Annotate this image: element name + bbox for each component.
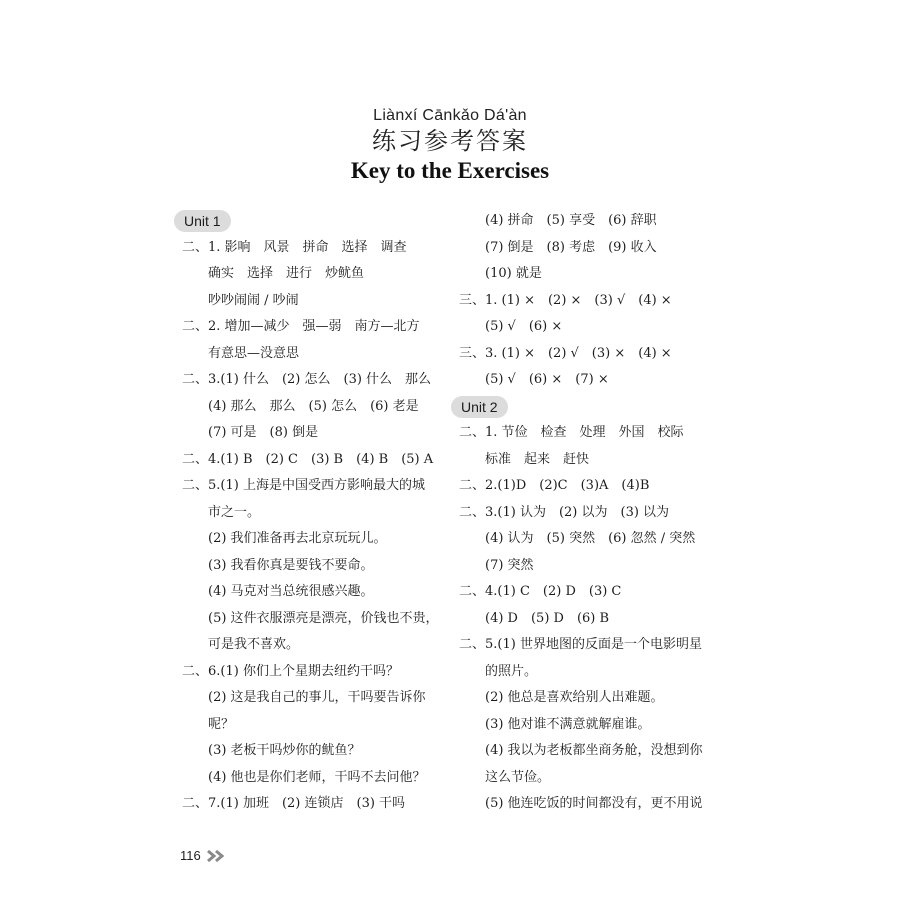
answer-item: 二、7.(1) 加班 (2) 连锁店 (3) 干吗 [182,796,406,811]
answer-continuation: (2) 我们准备再去北京玩玩儿。 [208,531,387,546]
answer-item: 二、5.(1) 世界地图的反面是一个电影明星 [459,637,702,652]
answer-continuation: (5) √ (6) × (7) × [485,372,609,387]
left-answer-column [172,208,442,818]
answer-continuation: (3) 我看你真是要钱不要命。 [208,557,374,573]
english-title: Key to the Exercises [350,158,550,183]
answer-item: 二、4.(1) B (2) C (3) B (4) B (5) A [182,451,434,467]
answer-continuation: (4) 拼命 (5) 享受 (6) 辞职 [485,213,657,228]
pinyin-heading: Liànxí Cānkǎo Dá'àn [373,107,527,124]
answer-item: 二、1. 节俭 检查 处理 外国 校际 [459,425,684,440]
answer-continuation: (10) 就是 [485,266,542,281]
answer-item: 二、2. 增加—减少 强—弱 南方—北方 [182,319,420,334]
answer-item: 二、3.(1) 认为 (2) 以为 (3) 以为 [459,504,670,520]
answer-continuation: (4) D (5) D (6) B [485,610,610,626]
answer-continuation: (5) 他连吃饭的时间都没有，更不用说 [485,796,703,811]
answer-continuation: (5) √ (6) × [485,319,563,334]
chinese-title: 练习参考答案 [372,127,528,155]
answer-continuation: 吵吵闹闹 / 吵闹 [208,292,299,308]
answer-item: 二、4.(1) C (2) D (3) C [459,584,622,599]
answer-continuation: 确实 选择 进行 炒鱿鱼 [208,266,365,281]
answer-continuation: (4) 认为 (5) 突然 (6) 忽然 / 突然 [485,531,696,546]
answer-continuation: 市之一。 [208,504,261,520]
answer-continuation: (7) 可是 (8) 倒是 [208,425,319,440]
answer-continuation: 这么节俭。 [485,769,551,785]
unit-row [449,394,719,421]
answer-continuation: (4) 那么 那么 (5) 怎么 (6) 老是 [208,398,419,414]
unit-label: Unit 2 [451,396,508,418]
answer-item: 二、3.(1) 什么 (2) 怎么 (3) 什么 那么 [182,372,432,387]
page-number: 116 [180,848,201,863]
answer-item: 二、2.(1)D (2)C (3)A (4)B [459,478,650,493]
answer-item: 二、6.(1) 你们上个星期去纽约干吗？ [182,663,399,679]
answer-continuation: (4) 我以为老板都坐商务舱，没想到你 [485,743,703,758]
answer-continuation: (3) 他对谁不满意就解雇谁。 [485,716,651,732]
answer-continuation: (5) 这件衣服漂亮是漂亮，价钱也不贵， [208,610,439,626]
page-footer [180,848,229,863]
answer-continuation: (4) 马克对当总统很感兴趣。 [208,584,374,599]
answer-continuation: 呢？ [208,716,235,732]
answer-continuation: 可是我不喜欢。 [208,637,300,652]
answer-continuation: (7) 突然 [485,557,534,573]
answer-continuation: 标准 起来 赶快 [485,451,590,467]
answer-item: 三、1. (1) × (2) × (3) √ (4) × [459,292,672,308]
right-answer-column [449,208,719,818]
answer-continuation: 的照片。 [485,663,538,679]
answer-continuation: 有意思—没意思 [208,345,300,361]
answer-continuation: (2) 这是我自己的事儿，干吗要告诉你 [208,690,426,705]
answer-item: 二、5.(1) 上海是中国受西方影响最大的城 [182,478,425,493]
unit-row [172,208,442,235]
unit-label: Unit 1 [174,210,231,232]
double-chevron-right-icon [207,850,229,862]
answer-continuation: (7) 倒是 (8) 考虑 (9) 收入 [485,239,657,255]
answer-item: 三、3. (1) × (2) √ (3) × (4) × [459,345,672,361]
answer-continuation: (4) 他也是你们老师，干吗不去问他？ [208,769,426,785]
answer-continuation: (2) 他总是喜欢给别人出难题。 [485,690,664,705]
answer-continuation: (3) 老板干吗炒你的鱿鱼？ [208,743,361,758]
answer-item: 二、1. 影响 风景 拼命 选择 调查 [182,239,407,255]
